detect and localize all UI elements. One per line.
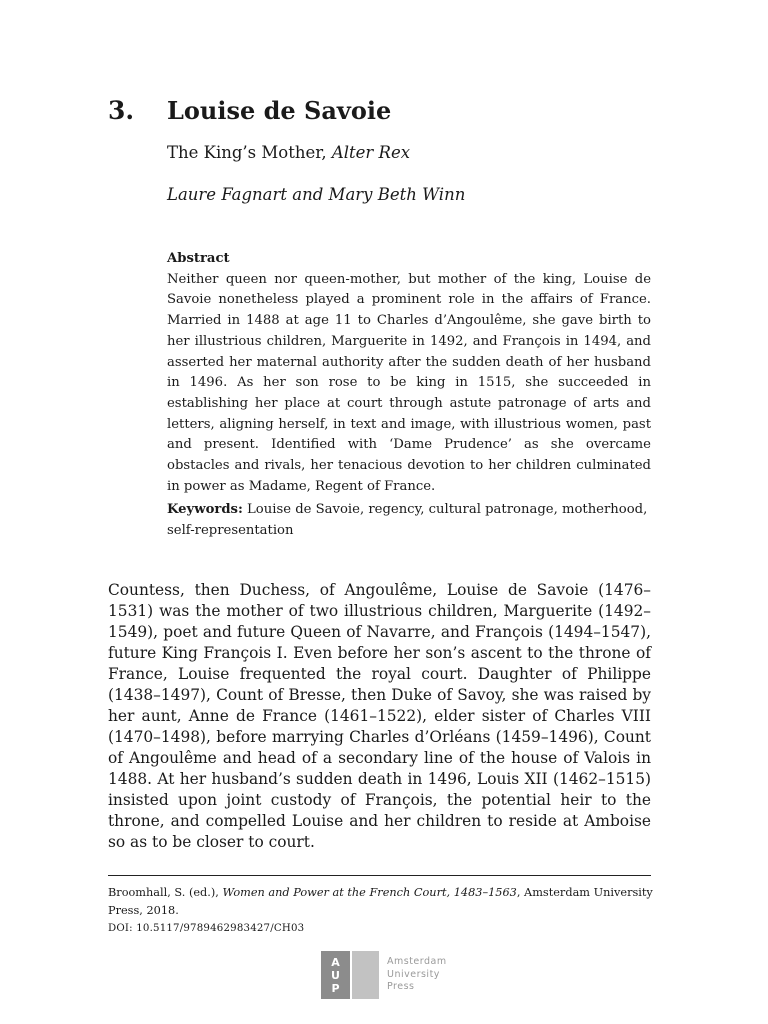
citation-line: [108, 884, 653, 920]
abstract-section: [167, 249, 651, 497]
abstract-heading: Abstract: [167, 251, 230, 266]
body-paragraph: Countess, then Duchess, of Angoulême, Louise de Savoie (1476–1531) was the mother of two illustrious children, Marguerite (1492–1549), poet and future Queen of Navarre, and François (1494–1547), future King François I. Even before her son’s ascent to the throne of France, Louise frequented the royal court. Daughter of Philippe (1438–1497), Count of Bresse, then Duke of Savoy, she was raised by her aunt, Anne de France (1461–1522), elder sister of Charles VIII (1470–1498), before marrying Charles d’Orléans (1459–1496), Count of Angoulême and head of a secondary line of the house of Valois in 1488. At her husband’s sudden death in 1496, Louis XII (1462–1515) insisted upon joint custody of François, the potential heir to the throne, and compelled Louise and her children to reside at Amboise so as to be closer to court.: [108, 581, 651, 851]
keywords-text: Louise de Savoie, regency, cultural patronage, motherhood, self-representation: [167, 502, 648, 538]
footnote-divider: [108, 875, 651, 876]
publisher-name: [387, 956, 447, 994]
aup-logo-block: [352, 951, 379, 999]
citation-suffix: , Amsterdam University Press, 2018.: [108, 886, 653, 917]
chapter-subtitle: [167, 143, 410, 162]
aup-letter-u: U: [331, 968, 340, 982]
doi-line: DOI: 10.5117/9789462983427/CH03: [108, 923, 305, 934]
chapter-title: Louise de Savoie: [167, 96, 392, 125]
chapter-number: 3.: [108, 96, 135, 125]
publisher-line-3: Press: [387, 981, 415, 992]
keywords-section: [167, 500, 651, 541]
citation-footer: [108, 884, 653, 938]
aup-letter-p: P: [331, 981, 340, 995]
chapter-authors: Laure Fagnart and Mary Beth Winn: [167, 185, 466, 204]
publisher-line-2: University: [387, 968, 440, 980]
publisher-line-1: Amsterdam: [387, 956, 447, 967]
citation-title: Women and Power at the French Court, 1483–1563: [222, 886, 517, 899]
subtitle-italic: Alter Rex: [331, 143, 411, 162]
aup-logo-mark: [321, 951, 379, 999]
subtitle-plain: The King’s Mother,: [167, 143, 332, 162]
aup-logo-letters: [321, 951, 350, 999]
aup-letter-a: A: [331, 955, 340, 969]
keywords-label: Keywords:: [167, 502, 243, 517]
citation-prefix: Broomhall, S. (ed.),: [108, 886, 223, 899]
publisher-logo: [321, 951, 447, 999]
abstract-text: Neither queen nor queen-mother, but mother of the king, Louise de Savoie nonetheless played a prominent role in the affairs of France. Married in 1488 at age 11 to Charles d’Angoulême, she gave birth to her illustrious children, Marguerite in 1492, and François in 1494, and asserted her maternal authority after the sudden death of her husband in 1496. As her son rose to be king in 1515, she succeeded in establishing her place at court through astute patronage of arts and letters, aligning herself, in text and image, with illustrious women, past and present. Identified with ‘Dame Prudence’ as she overcame obstacles and rivals, her tenacious devotion to her children culminated in power as Madame, Regent of France.: [167, 271, 651, 494]
